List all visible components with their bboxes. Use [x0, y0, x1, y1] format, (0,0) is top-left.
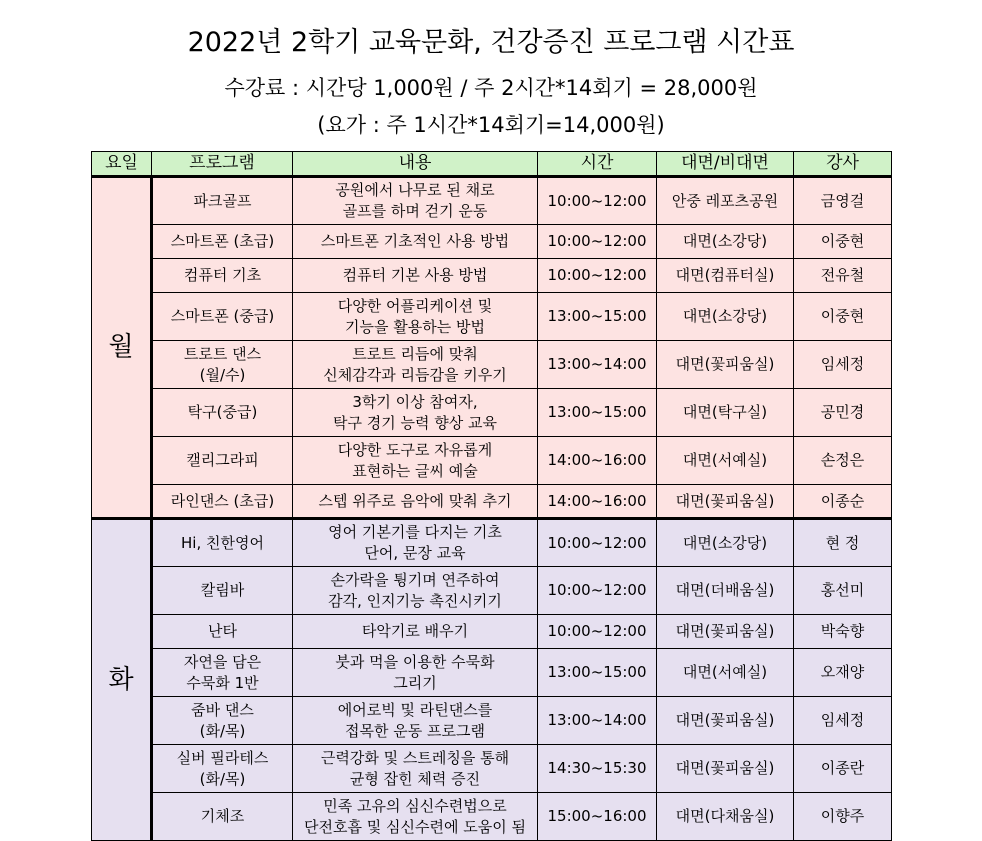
- yoga-fee-info: (요가 : 주 1시간*14회기=14,000원): [317, 113, 665, 137]
- content-line: 컴퓨터 기본 사용 방법: [342, 266, 488, 284]
- mode-cell: 안중 레포츠공원: [657, 177, 794, 225]
- content-cell: [293, 697, 538, 745]
- schedule-row: [92, 567, 892, 615]
- program-line: 기체조: [200, 807, 245, 825]
- content-line: 스마트폰 기초적인 사용 방법: [320, 232, 510, 250]
- program-cell: [152, 793, 293, 841]
- time-cell: 10:00~12:00: [538, 177, 657, 225]
- program-cell: [152, 341, 293, 389]
- program-cell: [152, 745, 293, 793]
- program-line: 칼림바: [200, 581, 245, 599]
- program-cell: [152, 437, 293, 485]
- content-line: 그리기: [393, 673, 437, 692]
- content-line: 표현하는 글씨 예술: [352, 461, 478, 480]
- mode-cell: 대면(소강당): [657, 293, 794, 341]
- schedule-row: [92, 341, 892, 389]
- mode-cell: 대면(소강당): [657, 519, 794, 567]
- content-line: 근력강화 및 스트레칭을 통해: [320, 748, 510, 767]
- content-line: 공원에서 나무로 된 채로: [335, 181, 495, 199]
- program-line: Hi, 친한영어: [181, 533, 264, 552]
- content-line: 타악기로 배우기: [361, 622, 469, 640]
- time-cell: 14:30~15:30: [538, 745, 657, 793]
- content-line: 기능을 활용하는 방법: [345, 317, 485, 336]
- schedule-row: [92, 697, 892, 745]
- mode-cell: 대면(꽃피움실): [657, 341, 794, 389]
- content-line: 손가락을 튕기며 연주하여: [330, 570, 500, 589]
- day-cell: 화: [92, 519, 152, 841]
- schedule-row: [92, 389, 892, 437]
- content-line: 민족 고유의 심신수련법으로: [323, 796, 507, 815]
- program-cell: [152, 697, 293, 745]
- content-line: 균형 잡힌 체력 증진: [349, 769, 481, 788]
- content-line: 영어 기본기를 다지는 기초: [328, 523, 502, 541]
- content-line: 단어, 문장 교육: [364, 544, 466, 562]
- mode-cell: 대면(꽃피움실): [657, 697, 794, 745]
- schedule-table: [91, 151, 892, 841]
- content-line: 다양한 어플리케이션 및: [337, 296, 493, 315]
- program-line: 컴퓨터 기초: [183, 266, 262, 284]
- content-line: 접목한 운동 프로그램: [345, 721, 485, 740]
- teacher-cell: 금영걸: [794, 177, 892, 225]
- content-line: 다양한 도구로 자유롭게: [337, 440, 493, 459]
- mode-cell: 대면(더배움실): [657, 567, 794, 615]
- content-cell: [293, 745, 538, 793]
- schedule-row: [92, 485, 892, 519]
- program-line: 스마트폰 (초급): [170, 232, 275, 250]
- day-cell: 월: [92, 177, 152, 519]
- content-line: 트로트 리듬에 맞춰: [352, 344, 478, 363]
- content-cell: [293, 177, 538, 225]
- program-line: 줌바 댄스: [191, 700, 254, 719]
- time-cell: 13:00~15:00: [538, 649, 657, 697]
- content-cell: [293, 437, 538, 485]
- content-cell: [293, 793, 538, 841]
- time-cell: 10:00~12:00: [538, 519, 657, 567]
- teacher-cell: 공민경: [794, 389, 892, 437]
- teacher-cell: 홍선미: [794, 567, 892, 615]
- content-cell: [293, 615, 538, 649]
- time-cell: 10:00~12:00: [538, 615, 657, 649]
- teacher-cell: 임세정: [794, 697, 892, 745]
- mode-cell: 대면(서예실): [657, 649, 794, 697]
- program-line: 스마트폰 (중급): [170, 307, 275, 325]
- teacher-cell: 박숙향: [794, 615, 892, 649]
- mode-cell: 대면(꽃피움실): [657, 745, 794, 793]
- header-content: 내용: [293, 152, 538, 177]
- schedule-row: [92, 649, 892, 697]
- content-cell: [293, 341, 538, 389]
- header-program: 프로그램: [152, 152, 293, 177]
- content-line: 단전호흡 및 심신수련에 도움이 됨: [304, 817, 526, 836]
- schedule-row: [92, 745, 892, 793]
- header-time: 시간: [538, 152, 657, 177]
- schedule-row: [92, 793, 892, 841]
- content-cell: [293, 225, 538, 259]
- mode-cell: 대면(탁구실): [657, 389, 794, 437]
- page-title: 2022년 2학기 교육문화, 건강증진 프로그램 시간표: [187, 27, 795, 58]
- content-cell: [293, 485, 538, 519]
- program-line: 난타: [208, 622, 237, 640]
- program-cell: [152, 519, 293, 567]
- content-line: 골프를 하며 걷기 운동: [342, 202, 488, 220]
- program-cell: [152, 259, 293, 293]
- time-cell: 14:00~16:00: [538, 437, 657, 485]
- time-cell: 15:00~16:00: [538, 793, 657, 841]
- header-teacher: 강사: [794, 152, 892, 177]
- time-cell: 13:00~15:00: [538, 293, 657, 341]
- teacher-cell: 전유철: [794, 259, 892, 293]
- mode-cell: 대면(꽃피움실): [657, 485, 794, 519]
- content-cell: [293, 567, 538, 615]
- program-line: 수묵화 1반: [186, 673, 259, 692]
- teacher-cell: 이종순: [794, 485, 892, 519]
- program-line: 탁구(중급): [187, 403, 258, 421]
- program-cell: [152, 567, 293, 615]
- content-line: 3학기 이상 참여자,: [352, 392, 478, 411]
- teacher-cell: 이중현: [794, 225, 892, 259]
- schedule-row: [92, 177, 892, 225]
- teacher-cell: 이중현: [794, 293, 892, 341]
- time-cell: 10:00~12:00: [538, 259, 657, 293]
- program-line: (화/목): [199, 769, 246, 788]
- program-line: 실버 필라테스: [176, 748, 269, 767]
- fee-info: 수강료 : 시간당 1,000원 / 주 2시간*14회기 = 28,000원: [224, 76, 758, 100]
- schedule-row: [92, 293, 892, 341]
- time-cell: 10:00~12:00: [538, 225, 657, 259]
- mode-cell: 대면(소강당): [657, 225, 794, 259]
- content-line: 신체감각과 리듬감을 키우기: [323, 365, 507, 384]
- mode-cell: 대면(컴퓨터실): [657, 259, 794, 293]
- program-cell: [152, 615, 293, 649]
- program-cell: [152, 225, 293, 259]
- program-cell: [152, 177, 293, 225]
- content-cell: [293, 649, 538, 697]
- schedule-row: [92, 225, 892, 259]
- content-cell: [293, 519, 538, 567]
- schedule-row: [92, 615, 892, 649]
- content-cell: [293, 259, 538, 293]
- time-cell: 13:00~14:00: [538, 341, 657, 389]
- program-line: (화/목): [199, 721, 246, 740]
- content-line: 붓과 먹을 이용한 수묵화: [335, 652, 495, 671]
- header-row: [92, 152, 892, 177]
- teacher-cell: 임세정: [794, 341, 892, 389]
- content-cell: [293, 293, 538, 341]
- program-line: (월/수): [199, 365, 246, 384]
- program-cell: [152, 649, 293, 697]
- header-mode: 대면/비대면: [657, 152, 794, 177]
- teacher-cell: 오재양: [794, 649, 892, 697]
- program-cell: [152, 485, 293, 519]
- schedule-row: [92, 519, 892, 567]
- schedule-row: [92, 437, 892, 485]
- content-line: 감각, 인지기능 촉진시키기: [328, 591, 502, 610]
- program-line: 라인댄스 (초급): [170, 491, 275, 510]
- time-cell: 13:00~14:00: [538, 697, 657, 745]
- teacher-cell: 이향주: [794, 793, 892, 841]
- program-line: 트로트 댄스: [183, 344, 262, 363]
- program-cell: [152, 389, 293, 437]
- program-line: 자연을 담은: [183, 652, 262, 671]
- time-cell: 10:00~12:00: [538, 567, 657, 615]
- time-cell: 14:00~16:00: [538, 485, 657, 519]
- program-cell: [152, 293, 293, 341]
- content-line: 탁구 경기 능력 향상 교육: [333, 413, 497, 432]
- program-line: 파크골프: [193, 191, 252, 210]
- teacher-cell: 현 정: [794, 519, 892, 567]
- content-line: 스텝 위주로 음악에 맞춰 추기: [318, 491, 512, 510]
- header-day: 요일: [92, 152, 152, 177]
- mode-cell: 대면(다채움실): [657, 793, 794, 841]
- teacher-cell: 이종란: [794, 745, 892, 793]
- teacher-cell: 손정은: [794, 437, 892, 485]
- mode-cell: 대면(서예실): [657, 437, 794, 485]
- time-cell: 13:00~15:00: [538, 389, 657, 437]
- program-line: 캘리그라피: [186, 451, 259, 469]
- mode-cell: 대면(꽃피움실): [657, 615, 794, 649]
- content-line: 에어로빅 및 라틴댄스를: [337, 700, 493, 719]
- content-cell: [293, 389, 538, 437]
- schedule-row: [92, 259, 892, 293]
